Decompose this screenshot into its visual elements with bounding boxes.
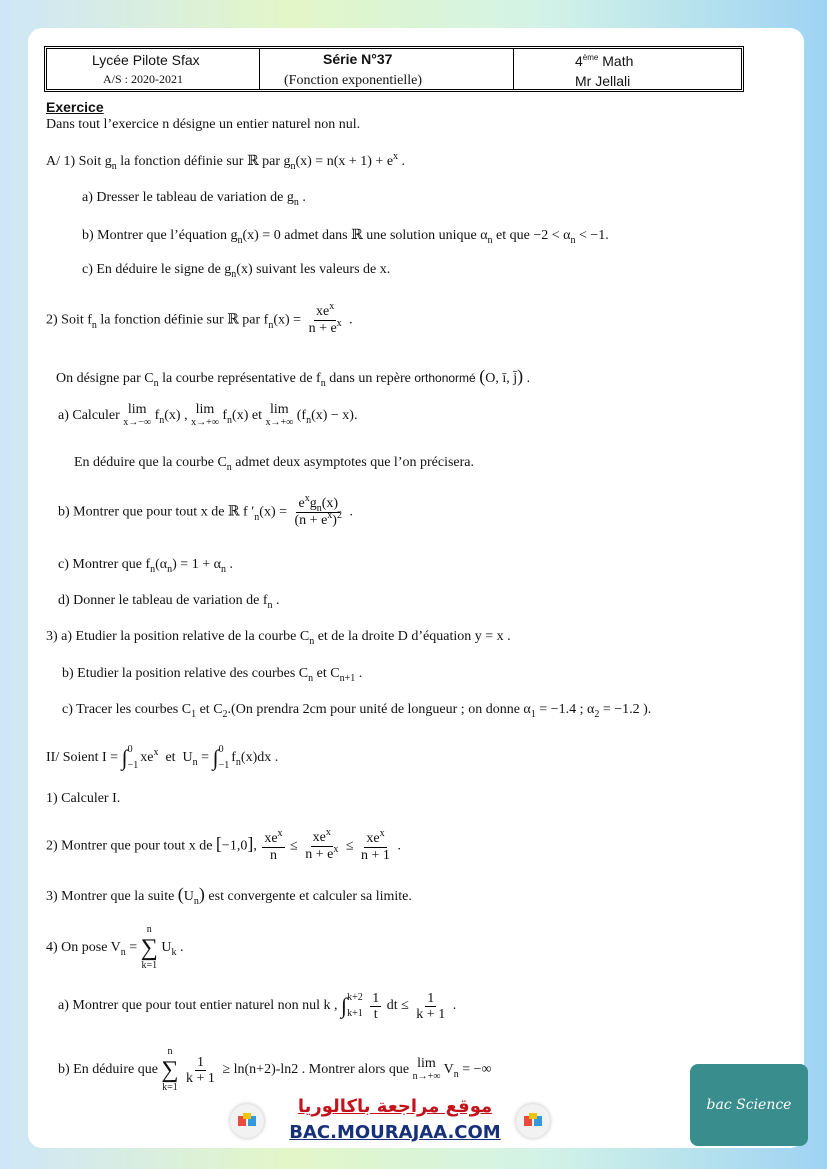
question-a3a: 3) a) Etudier la position relative de la courbe $C_n$ et de la droite D d’équation y = x . [46, 629, 511, 647]
question-b3: 3) Montrer que la suite $(U_n)$ est convergente et calculer sa limite. [46, 884, 412, 907]
question-a2d: d) Donner le tableau de variation de $f_n$ . [58, 593, 280, 611]
question-a2-repere: On désigne par $C_n$ la courbe représentative de $f_n$ dans un repère orthonormé (O, ī, j̄) . [56, 366, 531, 389]
site-name-arabic[interactable]: موقع مراجعة باكالوريا [297, 1096, 493, 1117]
question-b4a: a) Montrer que pour tout entier naturel non nul k , ∫ k+2 k+1 $\frac{1}{t}$ dt ≤ $\frac{1}{k + 1}$ . [58, 990, 457, 1022]
school-year: A/S : 2020-2021 [103, 72, 184, 86]
site-logo-icon [230, 1104, 264, 1138]
question-a1c: c) En déduire le signe de $g_n(x)$ suivant les valeurs de x. [82, 262, 391, 280]
question-a2a-deduce: En déduire que la courbe $C_n$ admet deux asymptotes que l’on précisera. [74, 455, 474, 473]
question-a2b: b) Montrer que pour tout x de ℝ f $'_n(x)$ = $\frac{e^xg_n(x)}{(n + e^x)^2}$ . [58, 493, 353, 528]
school-name: Lycée Pilote Sfax [92, 52, 200, 68]
class-label: 4ème Math [575, 53, 634, 69]
question-b4b: b) En déduire que n ∑ k=1 $\frac{1}{k + 1}$ ≥ ln(n+2)-ln2 . Montrer alors que lim n→+∞ $V_n$ = −∞ [58, 1046, 492, 1093]
question-a2: 2) Soit $f_n$ la fonction définie sur ℝ par $f_n(x)$ = $\frac{xe^x}{n + e^x}$ . [46, 301, 353, 336]
question-a1b: b) Montrer que l’équation $g_n(x) = 0$ admet dans ℝ une solution unique $\alpha_n$ et que $-2 < \alpha_n < -1$. [82, 228, 609, 246]
header-divider [259, 49, 260, 89]
teacher-name: Mr Jellali [575, 73, 631, 89]
question-a2c: c) Montrer que $f_n(\alpha_n) = 1 + \alpha_n$ . [58, 557, 233, 575]
question-b1: 1) Calculer I. [46, 791, 121, 806]
question-a1: A/ 1) Soit $g_n$ la fonction définie sur ℝ par $g_n(x) = n(x + 1) + e^x$ . [46, 151, 406, 172]
bac-science-badge: bac Science [690, 1064, 808, 1146]
intro-text: Dans tout l’exercice n désigne un entier naturel non nul. [46, 117, 361, 132]
site-url-link[interactable]: BAC.MOURAJAA.COM [289, 1122, 501, 1143]
question-a2a: a) Calculer lim x→−∞ $f_n(x)$ , lim x→+∞ $f_n(x)$ et lim x→+∞ $(f_n(x) - x)$. [58, 402, 358, 428]
question-a3c: c) Tracer les courbes $C_1$ et $C_2.(On$ prendra 2cm pour unité de longueur ; on donne $\alpha_1 = -1.4$ ; $\alpha_2 = -1.2$ ). [62, 702, 652, 720]
site-logo-icon [516, 1104, 550, 1138]
header-divider [513, 49, 514, 89]
question-a3b: b) Etudier la position relative des courbes $C_n$ et $C_{n+1}$ . [62, 666, 363, 684]
series-title: Série N°37 [323, 51, 393, 67]
part-two-title: II/ Soient I = ∫ 0 −1 $xe^x$ et $U_n$ = ∫ 0 −1 $f_n(x)dx$ . [46, 744, 279, 771]
question-b2: 2) Montrer que pour tout x de [−1,0], $\frac{xe^x}{n}$ ≤ $\frac{xe^x}{n + e^x}$ ≤ $\frac{xe^x}{n + 1}$ . [46, 827, 401, 863]
question-a1a: a) Dresser le tableau de variation de $g_n$ . [82, 190, 306, 208]
question-b4: 4) On pose $V_n$ = n ∑ k=1 $U_k$ . [46, 924, 184, 971]
exercise-title: Exercice [46, 99, 104, 115]
series-topic: (Fonction exponentielle) [284, 73, 423, 88]
